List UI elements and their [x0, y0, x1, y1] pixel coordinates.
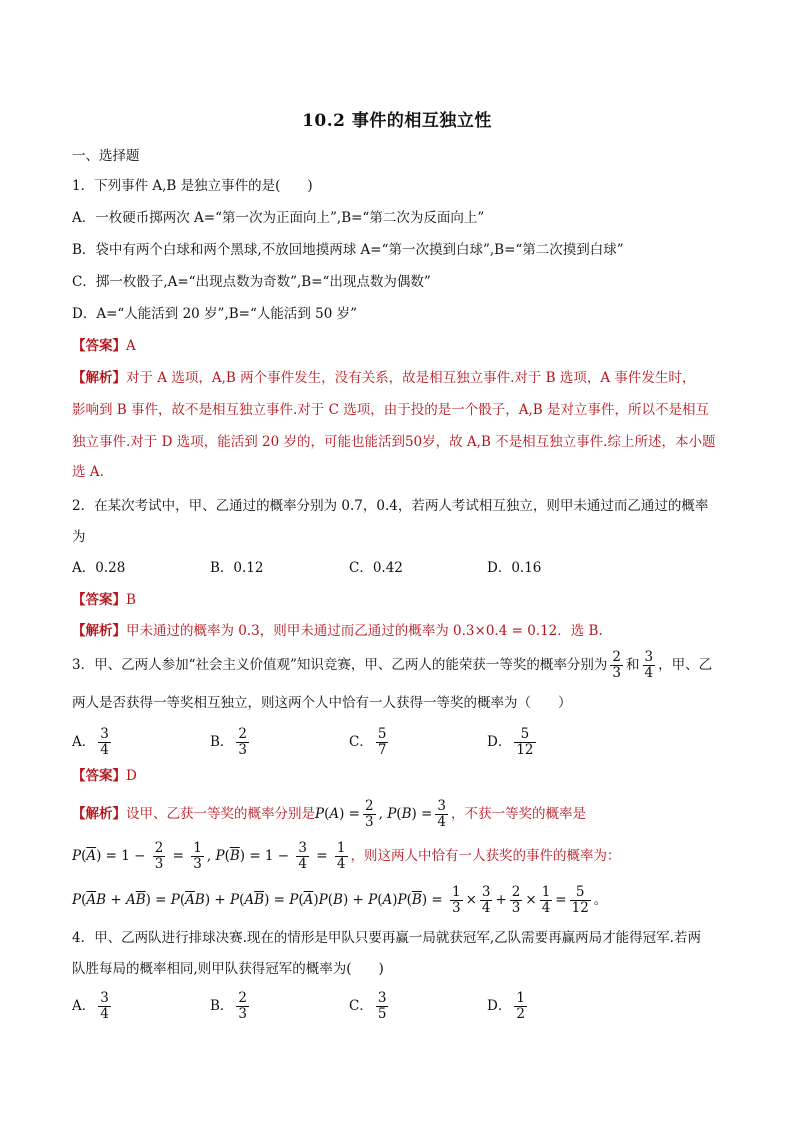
- q2-option-a: A．0.28: [72, 560, 126, 576]
- analysis-label: 【解析】: [72, 623, 126, 639]
- numerator: 3: [644, 649, 654, 665]
- option-fraction: [514, 991, 527, 1022]
- q3-answer: [72, 766, 137, 786]
- analysis-text: 设甲、乙获一等奖的概率分别是: [126, 806, 315, 822]
- answer-value: A: [126, 338, 136, 354]
- q3-analysis-line-3: [72, 882, 607, 918]
- q4-stem-line-2: 队胜每局的概率相同,则甲队获得冠军的概率为( ): [72, 961, 384, 977]
- q1-analysis-line-3: 独立事件.对于 D 选项，能活到 20 岁的，可能也能活到50岁，故 A,B 不是相互独立事件.综上所述，本小题: [72, 434, 716, 450]
- option-label: C．: [349, 734, 373, 750]
- analysis-label: 【解析】: [72, 806, 126, 822]
- q3-stem-fraction-2: [643, 650, 656, 681]
- numerator: 3: [100, 990, 109, 1006]
- q3-stem-and: 和: [626, 657, 640, 673]
- q1-answer: [72, 336, 136, 356]
- answer-label: 【答案】: [72, 592, 126, 608]
- q4-option-b: [210, 986, 252, 1026]
- q1-option-a: A．一枚硬币掷两次 A=“第一次为正面向上”,B=“第二次为反面向上”: [72, 210, 485, 226]
- q2-option-b: B．0.12: [210, 560, 264, 576]
- option-fraction: [236, 991, 249, 1022]
- formula-prob-a-b: P(A) = $\frac{2}{3}$ , P(B) = $\frac{3}{4}$: [315, 798, 446, 830]
- analysis-end: 。: [593, 892, 608, 908]
- denominator: 7: [377, 742, 387, 758]
- q3-stem-fraction-1: [610, 650, 623, 681]
- formula-complements: $P(\overline{A}) = 1$ − $\frac{2}{3}$ = $\frac{1}{3}$ , $P(\overline{B}) = 1$ − $\frac{3}{4}$ = $\frac{1}{4}$: [72, 840, 346, 872]
- option-fraction: [376, 991, 389, 1022]
- q1-stem: 1．下列事件 A,B 是独立事件的是( ): [72, 178, 313, 194]
- denominator: 4: [100, 742, 109, 758]
- option-label: A．: [72, 998, 96, 1014]
- q3-stem-line-1: [72, 648, 712, 682]
- numerator: 3: [377, 990, 387, 1006]
- option-fraction: [98, 991, 111, 1022]
- numerator: 5: [377, 726, 387, 742]
- analysis-text: ，则这两人中恰有一人获奖的事件的概率为：: [350, 848, 621, 864]
- numerator: 2: [612, 649, 621, 665]
- q3-analysis-line-1: [72, 796, 586, 832]
- q1-option-c: C．掷一枚骰子,A=“出现点数为奇数”,B=“出现点数为偶数”: [72, 274, 431, 290]
- q4-option-c: [349, 986, 391, 1026]
- numerator: 5: [520, 726, 530, 742]
- q1-analysis-line-2: 影响到 B 事件，故不是相互独立事件.对于 C 选项，由于投的是一个骰子，A,B 是对立事件，所以不是相互: [72, 402, 709, 418]
- option-fraction: [236, 727, 249, 758]
- q2-stem-line-2: 为: [72, 529, 86, 545]
- denominator: 4: [644, 665, 654, 681]
- q3-stem-text: 3．甲、乙两人参加“社会主义价值观”知识竞赛，甲、乙两人的能荣获一等奖的概率分别为: [72, 657, 608, 673]
- analysis-text: 甲未通过的概率为 0.3，则甲未通过而乙通过的概率为 0.3×0.4 = 0.12．选 B.: [126, 623, 603, 639]
- q2-option-c: C．0.42: [349, 560, 403, 576]
- numerator: 1: [516, 990, 525, 1006]
- option-fraction: [98, 727, 111, 758]
- q2-stem-line-1: 2．在某次考试中，甲、乙通过的概率分别为 0.7，0.4，若两人考试相互独立，则甲未通过而乙通过的概率: [72, 498, 709, 514]
- option-label: A．: [72, 734, 96, 750]
- q3-option-a: [72, 722, 114, 762]
- denominator: 2: [516, 1006, 525, 1022]
- option-fraction: [514, 727, 535, 758]
- denominator: 12: [516, 742, 534, 758]
- q1-option-d: D．A=“人能活到 20 岁”,B=“人能活到 50 岁”: [72, 306, 358, 322]
- q3-option-c: [349, 722, 391, 762]
- option-label: C．: [349, 998, 373, 1014]
- q3-option-d: [487, 722, 539, 762]
- option-label: D．: [487, 734, 512, 750]
- answer-value: B: [126, 592, 136, 608]
- denominator: 3: [238, 742, 248, 758]
- denominator: 3: [238, 1006, 248, 1022]
- denominator: 3: [612, 665, 621, 681]
- option-fraction: [376, 727, 389, 758]
- analysis-label: 【解析】: [72, 370, 126, 386]
- q2-analysis: [72, 621, 603, 641]
- denominator: 5: [377, 1006, 387, 1022]
- numerator: 2: [238, 726, 248, 742]
- q1-analysis-line-1: [72, 368, 695, 388]
- q3-analysis-line-2: [72, 838, 621, 874]
- answer-value: D: [126, 768, 137, 784]
- section-heading: 一、选择题: [72, 148, 140, 164]
- q1-option-b: B．袋中有两个白球和两个黑球,不放回地摸两球 A=“第一次摸到白球”,B=“第二次摸到白球”: [72, 242, 624, 258]
- q3-stem-line-2: 两人是否获得一等奖相互独立，则这两个人中恰有一人获得一等奖的概率为（ ）: [72, 695, 572, 711]
- option-label: B．: [210, 998, 234, 1014]
- option-label: D．: [487, 998, 512, 1014]
- answer-label: 【答案】: [72, 768, 126, 784]
- option-label: B．: [210, 734, 234, 750]
- denominator: 4: [100, 1006, 109, 1022]
- answer-label: 【答案】: [72, 338, 126, 354]
- page-title: 10.2 事件的相互独立性: [302, 111, 492, 131]
- numerator: 2: [238, 990, 248, 1006]
- numerator: 3: [100, 726, 109, 742]
- formula-result: $P(\overline{A}B + A\overline{B}) = P(\overline{A}B) + P(A\overline{B}) = P(\overline{A})P(B) + P(A)P(\overline{B})$ = $\frac{1}{3}$ × $\frac{3}{4}$ + $\frac{2}{3}$ × $\frac{1}{4}$ = $\frac{5}{12}$: [72, 884, 589, 916]
- q4-option-a: [72, 986, 114, 1026]
- q1-analysis-line-4: 选 A.: [72, 464, 104, 480]
- analysis-text: 对于 A 选项，A,B 两个事件发生，没有关系，故是相互独立事件.对于 B 选项，A 事件发生时，: [126, 370, 696, 386]
- analysis-text: ，不获一等奖的概率是: [450, 806, 586, 822]
- q2-option-d: D．0.16: [487, 560, 542, 576]
- q3-stem-tail: ，甲、乙: [658, 657, 713, 673]
- q4-stem-line-1: 4．甲、乙两队进行排球决赛.现在的情形是甲队只要再赢一局就获冠军,乙队需要再赢两局才能得冠军.若两: [72, 930, 701, 946]
- q3-option-b: [210, 722, 252, 762]
- q4-option-d: [487, 986, 530, 1026]
- q2-answer: [72, 590, 136, 610]
